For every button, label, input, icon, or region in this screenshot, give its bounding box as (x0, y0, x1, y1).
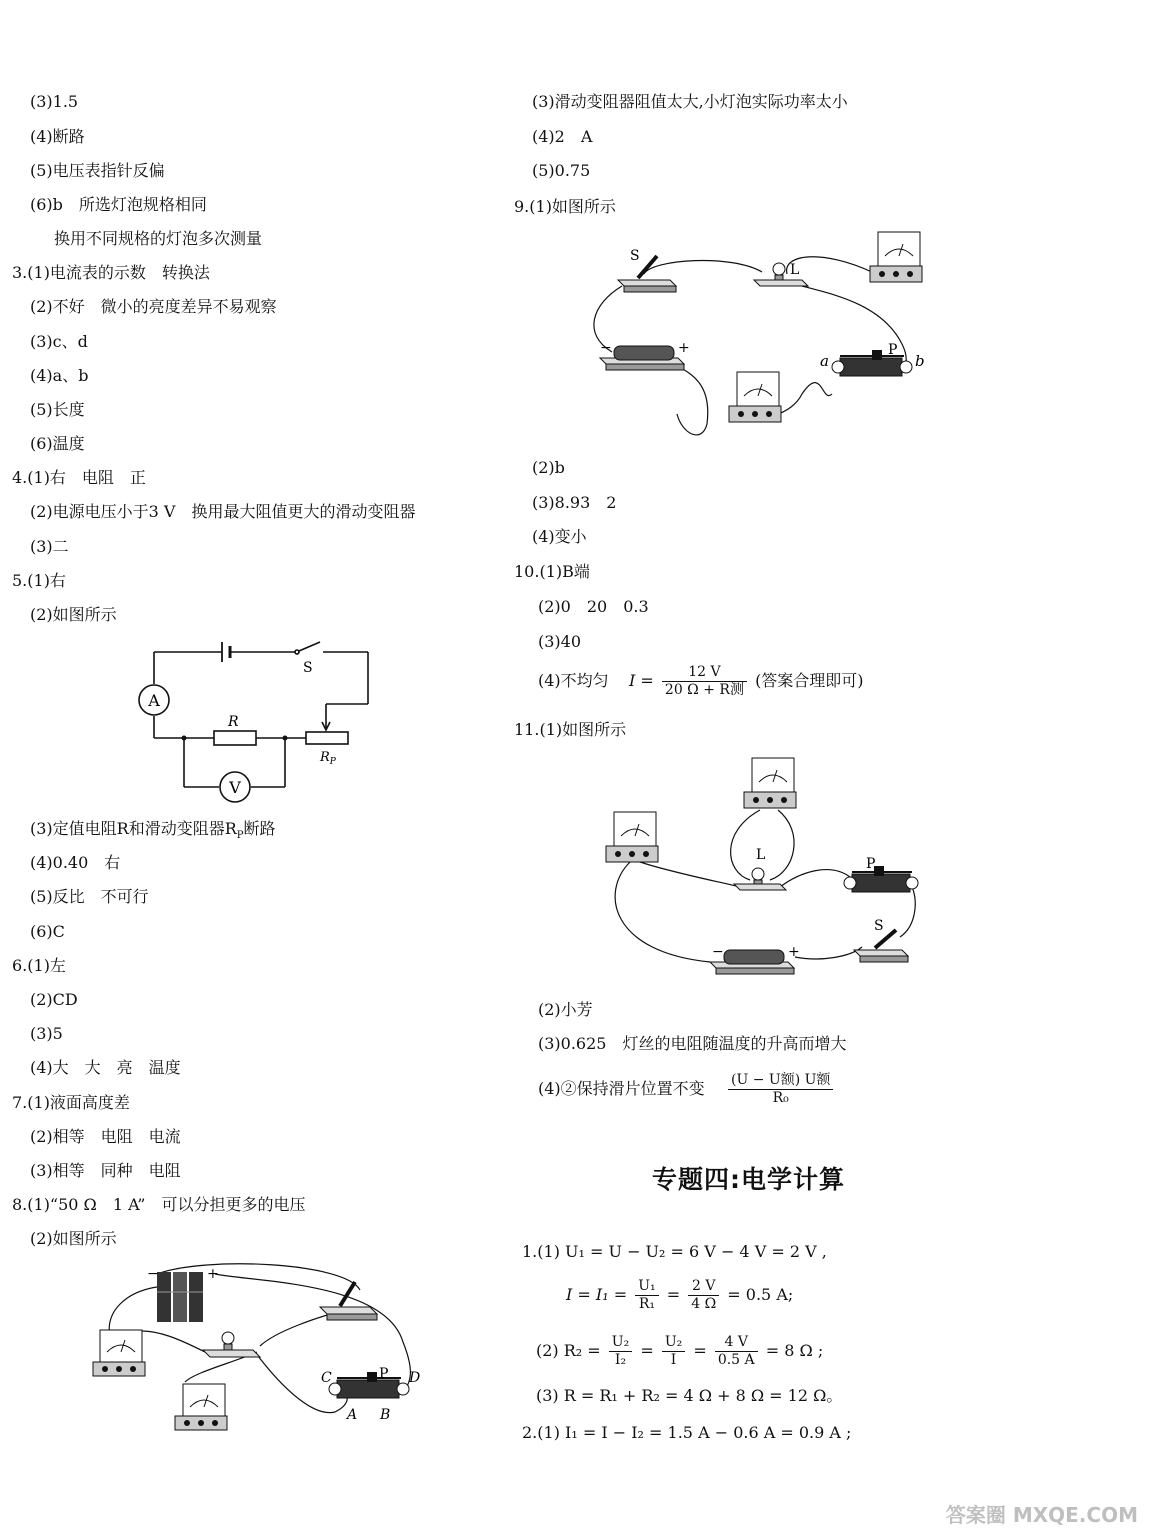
junction-dot (283, 736, 288, 741)
battery-plus: + (788, 944, 800, 960)
answer-line: 换用不同规格的灯泡多次测量 (54, 229, 263, 248)
lamp-icon (754, 263, 808, 286)
answer-line: (2)小芳 (538, 1000, 593, 1019)
answer-line: (4)0.40 右 (30, 853, 121, 872)
junction-dot (182, 736, 187, 741)
switch-icon (618, 256, 676, 292)
ammeter-icon (93, 1330, 145, 1376)
answer-line: (5)长度 (30, 400, 85, 419)
switch-label: S (303, 660, 313, 676)
answer-line: (3)定值电阻R和滑动变阻器$R_P$断路 (30, 819, 276, 842)
switch-icon (854, 930, 908, 962)
formula-line: 2.(1) I₁ = I − I₂ = 1.5 A − 0.6 A = 0.9 A ; (522, 1423, 852, 1442)
answer-line: (3)二 (30, 537, 69, 556)
terminal-b-label: b (915, 352, 925, 370)
ammeter-label: A (148, 691, 160, 710)
answer-line: (3)1.5 (30, 92, 79, 111)
formula-line: (4)②保持滑片位置不变 $\frac{\text{(U − U额) U额}}{\text{R₀}}$ (538, 1072, 836, 1107)
resistor-label: R (228, 714, 239, 730)
watermark: 答案圈 MXQE.COM (945, 1503, 1138, 1527)
formula-line: (4)不均匀 I = $\frac{12 V}{\text{20 Ω + R测}}$ (答案合理即可) (538, 664, 864, 698)
answer-line: (2)相等 电阻 电流 (30, 1127, 181, 1146)
voltmeter-icon (606, 812, 658, 862)
formula-line: 1.(1) U₁ = U − U₂ = 6 V − 4 V = 2 V , (522, 1242, 827, 1261)
switch-icon (320, 1282, 377, 1320)
section-title: 专题四:电学计算 (652, 1165, 845, 1194)
terminal-d-label: D (409, 1370, 421, 1386)
answer-line: (2)b (532, 458, 565, 477)
circuit-figure-q9 (582, 224, 932, 449)
circuit-figure-q11 (600, 752, 930, 987)
terminal-a-label: A (347, 1407, 358, 1423)
answer-line: (3)c、d (30, 332, 88, 351)
rheostat-icon (329, 1372, 409, 1398)
formula-line: I = I₁ = $\frac{\text{U₁}}{\text{R₁}}$ = $\frac{2 V}{4 \Omega}$ = 0.5 A; (566, 1278, 794, 1312)
answer-line: (6)b 所选灯泡规格相同 (30, 195, 207, 214)
terminal-a-label: a (820, 352, 829, 370)
slider-p-label: P (379, 1366, 389, 1382)
answer-line: (6)C (30, 922, 65, 941)
slider-p-label: P (888, 342, 898, 358)
battery-icon (600, 346, 684, 370)
slider-p-label: P (866, 856, 876, 872)
rheostat-icon (844, 866, 918, 892)
answer-line: (3)8.93 2 (532, 493, 617, 512)
switch-label: S (630, 248, 640, 264)
answer-line: 10.(1)B端 (514, 562, 590, 581)
battery-plus: + (678, 340, 690, 356)
answer-line: (3)0.625 灯丝的电阻随温度的升高而增大 (538, 1034, 847, 1053)
circuit-figure-q8 (85, 1262, 435, 1452)
answer-line: 5.(1)右 (12, 571, 66, 590)
answer-line: (2)不好 微小的亮度差异不易观察 (30, 297, 277, 316)
battery-minus: − (600, 340, 612, 356)
answer-line: (2)如图所示 (30, 1229, 117, 1248)
circuit-diagram-q5 (130, 636, 390, 816)
rheostat-icon (832, 350, 912, 376)
answer-line: (4)2 A (532, 127, 593, 146)
terminal-c-label: C (321, 1370, 332, 1386)
voltmeter-label: V (229, 778, 241, 797)
formula-line: (2) R₂ = $\frac{\text{U₂}}{\text{I₂}}$ = $\frac{\text{U₂}}{I}$ = $\frac{4 V}{0.5 A}$ = 8 Ω ; (536, 1334, 824, 1368)
battery-minus: − (712, 944, 724, 960)
ammeter-icon (870, 232, 922, 282)
answer-line: 9.(1)如图所示 (514, 197, 616, 216)
battery-plus: + (207, 1266, 219, 1282)
answer-line: (3)滑动变阻器阻值太大,小灯泡实际功率太小 (532, 92, 848, 111)
lamp-label: L (756, 847, 766, 863)
ammeter-icon (744, 758, 796, 808)
formula-line: (3) R = R₁ + R₂ = 4 Ω + 8 Ω = 12 Ω。 (536, 1386, 843, 1405)
answer-line: (2)电源电压小于3 V 换用最大阻值更大的滑动变阻器 (30, 502, 416, 521)
lamp-label: L (790, 262, 800, 278)
answer-line: (3)40 (538, 632, 582, 651)
battery-minus: − (147, 1266, 159, 1282)
battery-icon (157, 1272, 203, 1322)
answer-line: 7.(1)液面高度差 (12, 1093, 130, 1112)
answer-line: (6)温度 (30, 434, 85, 453)
terminal-b-label: B (380, 1407, 391, 1423)
rheostat-label: $R_P$ (320, 750, 336, 767)
answer-line: 6.(1)左 (12, 956, 66, 975)
voltmeter-icon (729, 372, 781, 422)
answer-line: (3)5 (30, 1024, 63, 1043)
answer-line: (5)电压表指针反偏 (30, 161, 165, 180)
answer-line: (4)a、b (30, 366, 89, 385)
answer-line: (2)如图所示 (30, 605, 117, 624)
voltmeter-icon (175, 1384, 227, 1430)
answer-line: 11.(1)如图所示 (514, 720, 627, 739)
answer-line: (4)断路 (30, 127, 85, 146)
answer-line: (4)大 大 亮 温度 (30, 1058, 181, 1077)
answer-line: (2)CD (30, 990, 78, 1009)
answer-line: (5)反比 不可行 (30, 887, 149, 906)
answer-line: 4.(1)右 电阻 正 (12, 468, 146, 487)
lamp-icon (734, 868, 786, 890)
answer-line: (3)相等 同种 电阻 (30, 1161, 181, 1180)
answer-line: (2)0 20 0.3 (538, 597, 649, 616)
lamp-icon (203, 1332, 260, 1357)
switch-label: S (874, 918, 884, 934)
answer-line: 3.(1)电流表的示数 转换法 (12, 263, 210, 282)
answer-line: (4)变小 (532, 527, 587, 546)
answer-line: (5)0.75 (532, 161, 591, 180)
answer-line: 8.(1)“50 Ω 1 A” 可以分担更多的电压 (12, 1195, 306, 1214)
